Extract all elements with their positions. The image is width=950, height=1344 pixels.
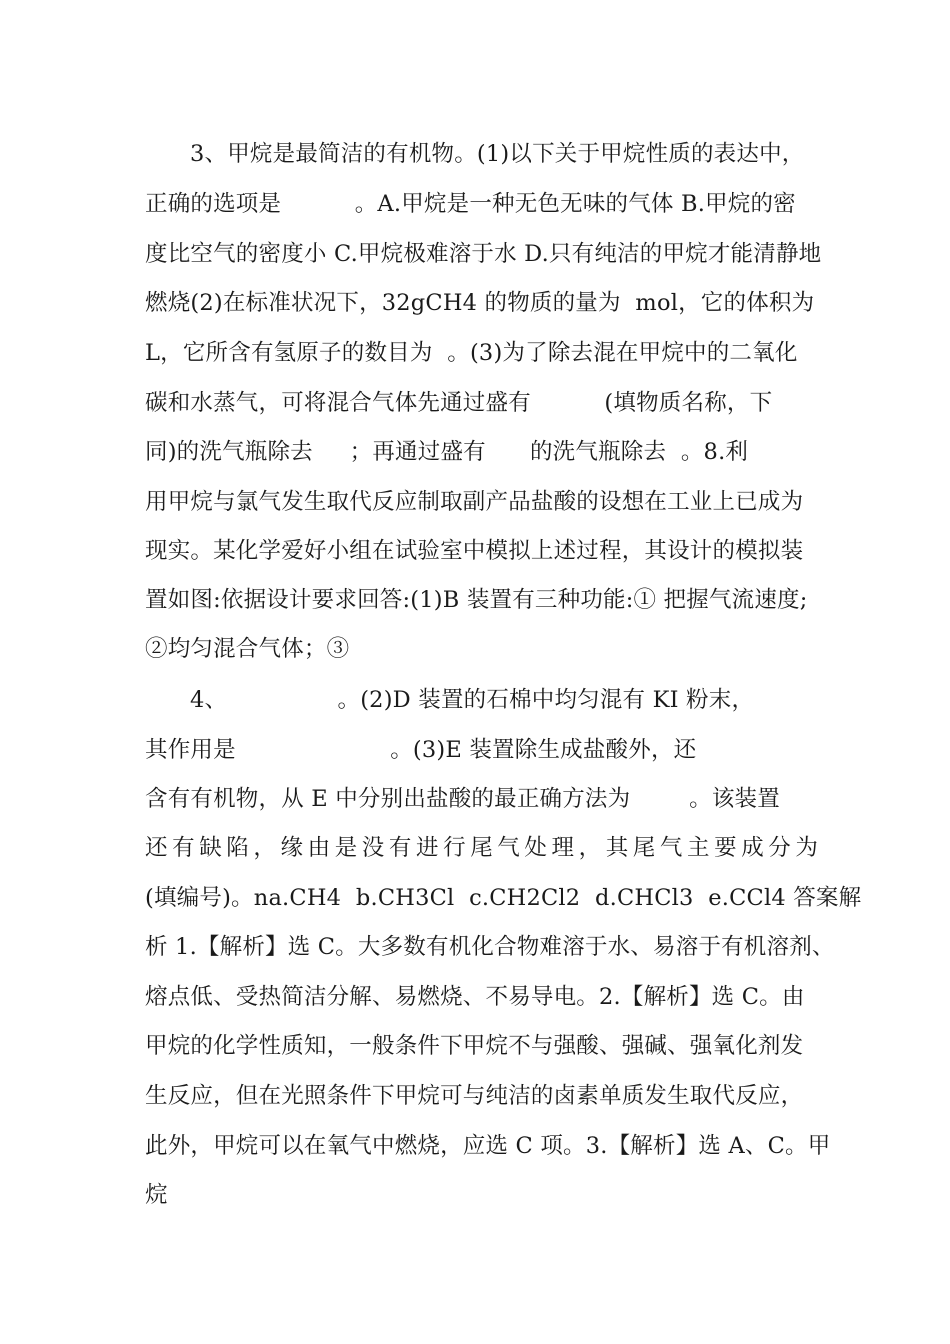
text-line-19: 甲烷的化学性质知，一般条件下甲烷不与强酸、强碱、强氧化剂发 <box>145 1033 804 1059</box>
text-line-6: 碳和水蒸气，可将混合气体先通过盛有 (填物质名称，下 <box>145 390 773 416</box>
text-line-22: 烷 <box>145 1182 168 1208</box>
text-line-15: 还有缺陷，缘由是没有进行尾气处理，其尾气主要成分为 <box>145 835 823 861</box>
text-line-21: 此外，甲烷可以在氧气中燃烧，应选 C 项。3.【解析】选 A、C。甲 <box>145 1133 831 1159</box>
text-line-20: 生反应，但在光照条件下甲烷可与纯洁的卤素单质发生取代反应， <box>145 1083 804 1109</box>
text-line-14: 含有有机物，从 E 中分别出盐酸的最正确方法为 。该装置 <box>145 786 780 812</box>
text-line-17: 析 1.【解析】选 C。大多数有机化合物难溶于水、易溶于有机溶剂、 <box>145 934 835 960</box>
text-line-5: L，它所含有氢原子的数目为 。(3)为了除去混在甲烷中的二氧化 <box>145 340 798 366</box>
text-line-12: 4、 。(2)D 装置的石棉中均匀混有 KI 粉末， <box>190 687 755 713</box>
text-line-4: 燃烧(2)在标准状况下，32gCH4 的物质的量为 mol，它的体积为 <box>145 290 815 316</box>
text-line-16: (填编号)。na.CH4 b.CH3Cl c.CH2Cl2 d.CHCl3 e.CCl4 答案解 <box>145 885 862 911</box>
text-line-18: 熔点低、受热简洁分解、易燃烧、不易导电。2.【解析】选 C。由 <box>145 984 805 1010</box>
text-line-1: 3、甲烷是最简洁的有机物。(1)以下关于甲烷性质的表达中， <box>190 141 805 167</box>
text-line-11: ②均匀混合气体；③ <box>145 636 350 662</box>
text-line-2: 正确的选项是 。A.甲烷是一种无色无味的气体 B.甲烷的密 <box>145 191 796 217</box>
text-line-7: 同)的洗气瓶除去 ；再通过盛有 的洗气瓶除去 。8.利 <box>145 439 749 465</box>
text-line-8: 用甲烷与氯气发生取代反应制取副产品盐酸的设想在工业上已成为 <box>145 489 804 515</box>
text-line-9: 现实。某化学爱好小组在试验室中模拟上述过程，其设计的模拟装 <box>145 538 804 564</box>
text-line-3: 度比空气的密度小 C.甲烷极难溶于水 D.只有纯洁的甲烷才能清静地 <box>145 241 822 267</box>
text-line-10: 置如图:依据设计要求回答:(1)B 装置有三种功能:① 把握气流速度; <box>145 587 808 613</box>
text-line-13: 其作用是 。(3)E 装置除生成盐酸外，还 <box>145 737 697 763</box>
